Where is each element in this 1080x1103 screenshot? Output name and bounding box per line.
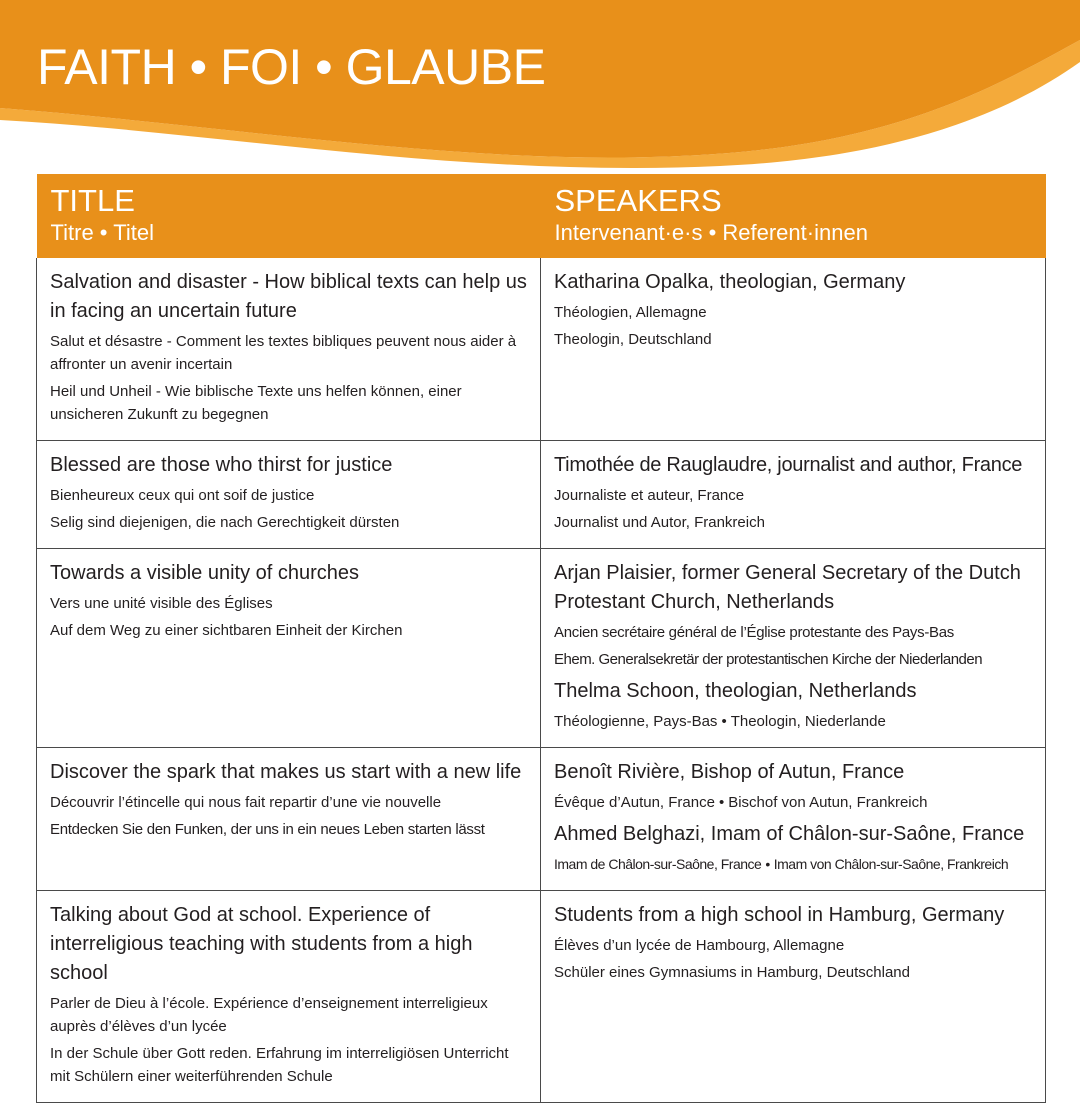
table-row: [37, 748, 1046, 891]
table-row: [37, 441, 1046, 549]
title-de: Entdecken Sie den Funken, der uns in ein neues Leben starten lässt: [50, 821, 485, 838]
title-de: Auf dem Weg zu einer sichtbaren Einheit der Kirchen: [50, 622, 403, 639]
speaker-name: Ahmed Belghazi, Imam of Châlon-sur-Saône, France: [554, 823, 1025, 845]
title-cell: [37, 748, 541, 891]
speakers-cell: [541, 891, 1046, 1103]
speaker-name: Katharina Opalka, theologian, Germany: [554, 271, 906, 293]
speaker-role-de: Journalist und Autor, Frankreich: [554, 514, 765, 531]
speaker-role-de: Theologin, Niederlande: [730, 713, 886, 730]
speaker-name: Thelma Schoon, theologian, Netherlands: [554, 680, 917, 702]
speaker-name: Benoît Rivière, Bishop of Autun, France: [554, 761, 905, 783]
speaker-role-fr: Évêque d’Autun, France: [554, 794, 715, 811]
col-header-title-sub: Titre • Titel: [50, 220, 154, 245]
col-header-speakers: [541, 174, 1046, 258]
title-en: Blessed are those who thirst for justice: [50, 454, 393, 476]
title-cell: [37, 258, 541, 441]
page-title: FAITH • FOI • GLAUBE: [37, 39, 546, 95]
title-fr: Salut et désastre - Comment les textes bibliques peuvent nous aider à affronter un avenir incertain: [50, 333, 517, 373]
speaker-role-de: Bischof von Autun, Frankreich: [728, 794, 928, 811]
title-fr: Découvrir l’étincelle qui nous fait repartir d’une vie nouvelle: [50, 794, 442, 811]
speaker-role-de: Theologin, Deutschland: [554, 331, 712, 348]
speaker-role-fr: Ancien secrétaire général de l’Église protestante des Pays-Bas: [554, 624, 954, 641]
speakers-cell: [541, 258, 1046, 441]
title-cell: [37, 891, 541, 1103]
speaker-roles: Évêque d’Autun, France • Bischof von Autun, Frankreich: [554, 794, 928, 811]
table-row: [37, 891, 1046, 1103]
title-en: Discover the spark that makes us start with a new life: [50, 761, 522, 783]
speaker-roles: Théologienne, Pays-Bas • Theologin, Niederlande: [554, 713, 886, 730]
title-fr: Vers une unité visible des Églises: [50, 595, 273, 612]
table-header-row: [37, 174, 1046, 258]
table-row: [37, 258, 1046, 441]
speaker-role-de: Imam von Châlon-sur-Saône, Frankreich: [773, 856, 1009, 872]
title-cell: [37, 441, 541, 549]
col-header-title: [37, 174, 541, 258]
title-de: Heil und Unheil - Wie biblische Texte uns helfen können, einer unsicheren Zukunft zu begegnen: [50, 383, 462, 423]
speaker-role-fr: Élèves d’un lycée de Hambourg, Allemagne: [554, 937, 845, 954]
speaker-name: Students from a high school in Hamburg, Germany: [554, 904, 1005, 926]
col-header-title-main: TITLE: [50, 183, 135, 218]
title-de: In der Schule über Gott reden. Erfahrung im interreligiösen Unterricht mit Schülern einer weiterführenden Schule: [50, 1045, 509, 1085]
speaker-role-de: Ehem. Generalsekretär der protestantischen Kirche der Niederlanden: [554, 651, 983, 668]
title-cell: [37, 549, 541, 748]
title-de: Selig sind diejenigen, die nach Gerechtigkeit dürsten: [50, 514, 400, 531]
speakers-cell: [541, 748, 1046, 891]
speaker-role-fr: Journaliste et auteur, France: [554, 487, 745, 504]
speaker-name: Timothée de Rauglaudre, journalist and author, France: [554, 454, 1023, 476]
speakers-cell: [541, 441, 1046, 549]
schedule-table: [36, 174, 1046, 1103]
speaker-role-fr: Théologien, Allemagne: [554, 304, 707, 321]
title-fr: Parler de Dieu à l’école. Expérience d’enseignement interreligieux auprès d’élèves d’un lycée: [50, 995, 488, 1035]
title-fr: Bienheureux ceux qui ont soif de justice: [50, 487, 315, 504]
speaker-role-fr: Théologienne, Pays-Bas: [554, 713, 718, 730]
title-en: Salvation and disaster - How biblical texts can help us in facing an uncertain future: [50, 271, 527, 322]
speaker-roles: Imam de Châlon-sur-Saône, France • Imam von Châlon-sur-Saône, Frankreich: [554, 856, 1009, 872]
col-header-speakers-sub: Intervenant·e·s • Referent·innen: [554, 220, 868, 245]
speaker-role-de: Schüler eines Gymnasiums in Hamburg, Deutschland: [554, 964, 910, 981]
speakers-cell: [541, 549, 1046, 748]
title-en: Talking about God at school. Experience of interreligious teaching with students from a high school: [50, 904, 473, 984]
table-row: [37, 549, 1046, 748]
title-en: Towards a visible unity of churches: [50, 562, 360, 584]
speaker-name: Arjan Plaisier, former General Secretary of the Dutch Protestant Church, Netherlands: [554, 562, 1021, 613]
col-header-speakers-main: SPEAKERS: [554, 183, 722, 218]
speaker-role-fr: Imam de Châlon-sur-Saône, France: [554, 856, 762, 872]
